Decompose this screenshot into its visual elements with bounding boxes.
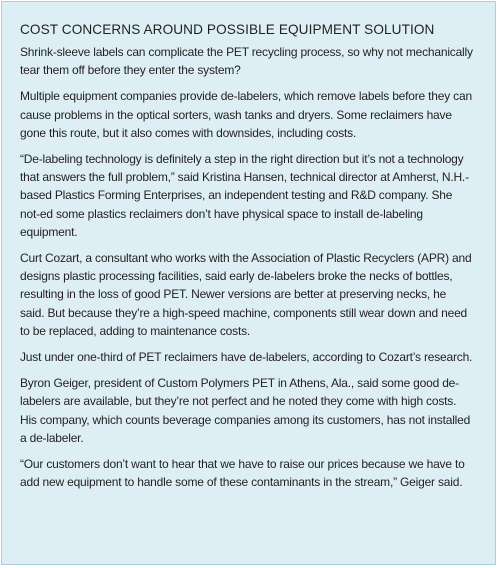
paragraph-research: Just under one-third of PET reclaimers have de-labelers, according to Cozart’s research. bbox=[20, 350, 473, 365]
sidebar-title: COST CONCERNS AROUND POSSIBLE EQUIPMENT SOLUTION bbox=[20, 22, 435, 37]
sidebar-box bbox=[1, 1, 496, 565]
paragraph-geiger-quote: “Our customers don’t want to hear that we have to raise our prices because we have to add new equipment to handle some of these contaminants in the stream,” Geiger said. bbox=[20, 457, 465, 490]
paragraph-equipment: Multiple equipment companies provide de-labelers, which remove labels before they can cause problems in the optical sorters, wash tanks and dryers. Some reclaimers have gone this route, but it also comes with downsides, including costs. bbox=[20, 89, 472, 140]
paragraph-cozart: Curt Cozart, a consultant who works with the Association of Plastic Recyclers (APR) and designs plastic processing facilities, said early de-labelers broke the necks of bottles, resulting in the loss of good PET. Newer versions are better at preserving necks, he said. But because they’re a high-speed machine, components still wear down and need to be replaced, adding to maintenance costs. bbox=[20, 251, 472, 338]
paragraph-intro: Shrink-sleeve labels can complicate the PET recycling process, so why not mechanically tear them off before they enter the system? bbox=[20, 45, 473, 78]
paragraph-geiger: Byron Geiger, president of Custom Polymers PET in Athens, Ala., said some good de-labelers are available, but they’re not perfect and he noted they come with high costs. His company, which counts beverage companies among its customers, has not installed a de-labeler. bbox=[20, 376, 471, 445]
paragraph-hansen-quote: “De-labeling technology is definitely a step in the right direction but it’s not a technology that answers the full problem,” said Kristina Hansen, technical director at Amherst, N.H.-based Plastics Forming Enterprises, an independent testing and R&D company. She not-ed some plastics reclaimers don’t have physical space to install de-labeling equipment. bbox=[20, 152, 469, 239]
